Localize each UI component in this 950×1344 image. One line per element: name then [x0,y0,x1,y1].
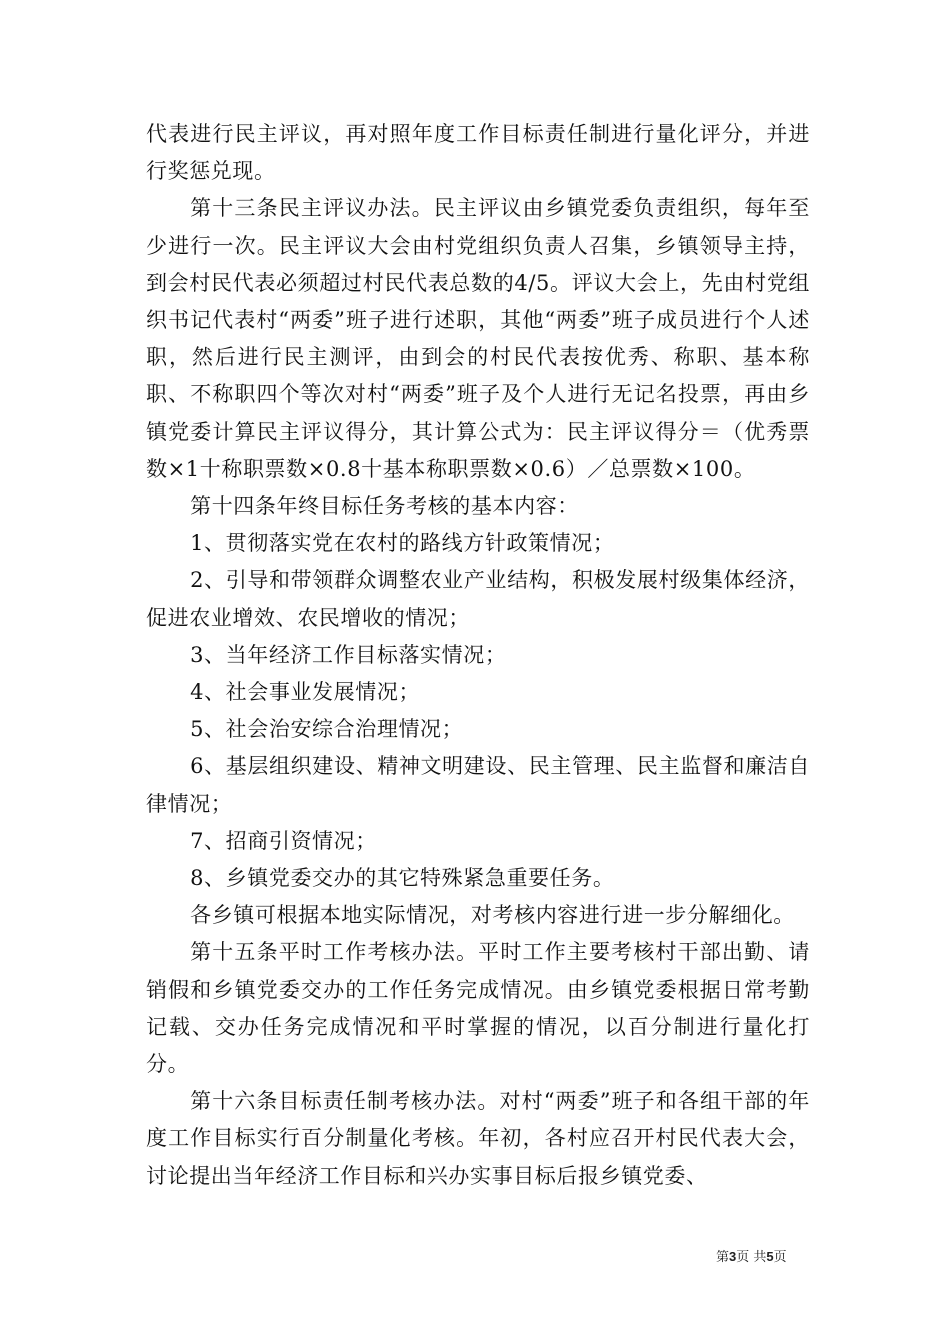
paragraph: 7、招商引资情况； [190,828,377,853]
paragraph: 2、引导和带领群众调整农业产业结构，积极发展村级集体经济，促进农业增效、农民增收的情况； [146,568,810,630]
page-footer [716,1246,787,1265]
footer-middle: 页 共 [736,1250,767,1265]
paragraph: 8、乡镇党委交办的其它特殊紧急重要任务。 [190,866,615,891]
current-page-number: 3 [729,1249,737,1264]
paragraph: 第十五条平时工作考核办法。平时工作主要考核村干部出勤、请销假和乡镇党委交办的工作任务完成情况。由乡镇党委根据日常考勤记载、交办任务完成情况和平时掌握的情况，以百分制进行量化打分。 [146,940,810,1077]
paragraph: 第十四条年终目标任务考核的基本内容： [190,494,579,519]
paragraph: 3、当年经济工作目标落实情况； [190,642,507,667]
paragraph: 第十六条目标责任制考核办法。对村“两委”班子和各组干部的年度工作目标实行百分制量化考核。年初，各村应召开村民代表大会，讨论提出当年经济工作目标和兴办实事目标后报乡镇党委、 [146,1089,810,1188]
paragraph: 5、社会治安综合治理情况； [190,717,464,742]
paragraph: 代表进行民主评议，再对照年度工作目标责任制进行量化评分，并进行奖惩兑现。 [146,122,810,184]
footer-prefix: 第 [716,1250,730,1265]
paragraph: 第十三条民主评议办法。民主评议由乡镇党委负责组织，每年至少进行一次。民主评议大会由村党组织负责人召集，乡镇领导主持，到会村民代表必须超过村民代表总数的4/5。评议大会上，先由村党组织书记代表村“两委”班子进行述职，其他“两委”班子成员进行个人述职，然后进行民主测评，由到会的村民代表按优秀、称职、基本称职、不称职四个等次对村“两委”班子及个人进行无记名投票，再由乡镇党委计算民主评议得分，其计算公式为：民主评议得分＝（优秀票数×1十称职票数×0.8十基本称职票数×0.6）／总票数×100。 [146,196,810,481]
paragraph: 6、基层组织建设、精神文明建设、民主管理、民主监督和廉洁自律情况； [146,754,810,816]
paragraph: 各乡镇可根据本地实际情况，对考核内容进行进一步分解细化。 [190,903,795,928]
document-body [146,116,810,1195]
footer-suffix: 页 [773,1250,787,1265]
paragraph: 4、社会事业发展情况； [190,680,421,705]
total-page-number: 5 [766,1249,774,1264]
paragraph: 1、贯彻落实党在农村的路线方针政策情况； [190,531,615,556]
